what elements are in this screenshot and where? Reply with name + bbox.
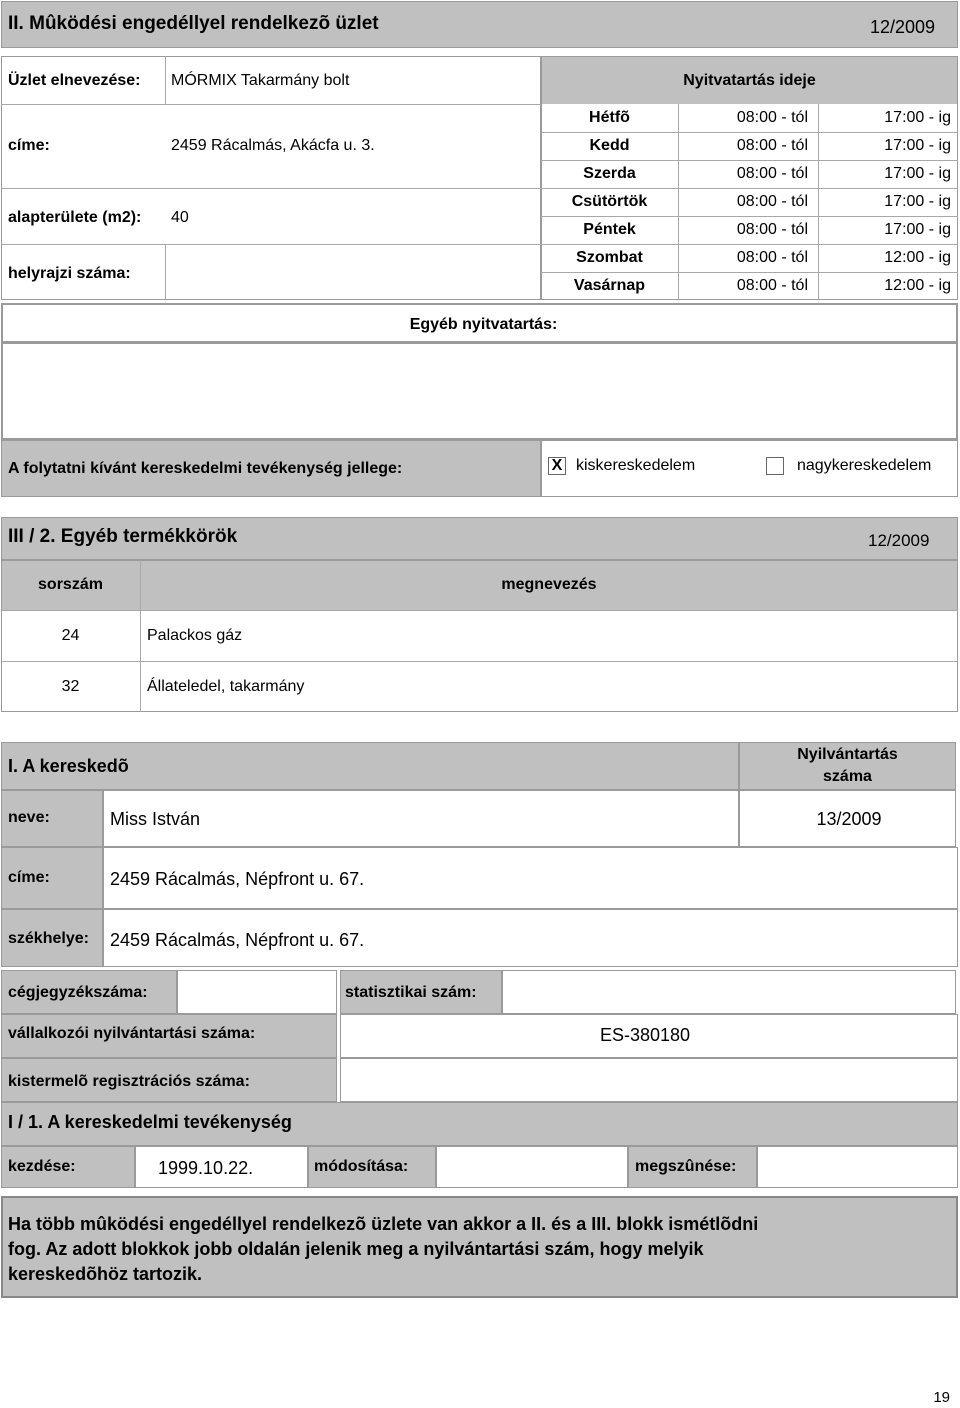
opening-hours-title: Nyitvatartás ideje: [683, 72, 816, 89]
store-area-value: 40: [171, 209, 189, 226]
trade-end-box: [757, 1146, 958, 1188]
opening-from: 08:00 - tól: [736, 221, 808, 238]
store-area-label: alapterülete (m2):: [8, 209, 142, 226]
merchant-seat-label: székhelye:: [8, 930, 89, 947]
merchant-address-value: 2459 Rácalmás, Népfront u. 67.: [110, 869, 365, 889]
store-name-value: MÓRMIX Takarmány bolt: [171, 72, 350, 89]
opening-day: Péntek: [583, 221, 636, 238]
product-row-no: 24: [61, 627, 80, 644]
trade-end-label: megszûnése:: [635, 1158, 737, 1175]
merchant-name-value: Miss István: [110, 809, 201, 829]
opening-from: 08:00 - tól: [736, 277, 808, 294]
merchant-seat-value: 2459 Rácalmás, Népfront u. 67.: [110, 930, 365, 950]
retail-label: kiskereskedelem: [576, 457, 696, 474]
merchant-section-title: I. A kereskedõ: [8, 756, 129, 776]
opening-to: 12:00 - ig: [884, 249, 951, 266]
reg-number-header-line1: Nyilvántartás: [797, 746, 898, 763]
trade-mod-box: [436, 1146, 628, 1188]
note-line-2: fog. Az adott blokkok jobb oldalán jelenik meg a nyilvántartási szám, hogy melyik: [8, 1239, 704, 1259]
products-section-number: 12/2009: [868, 531, 930, 550]
store-address-value: 2459 Rácalmás, Akácfa u. 3.: [171, 137, 375, 154]
page-number: 19: [933, 1389, 950, 1406]
products-section-title: III / 2. Egyéb termékkörök: [8, 526, 238, 547]
reg-number-header-line2: száma: [823, 768, 872, 785]
opening-from: 08:00 - tól: [736, 193, 808, 210]
other-opening-box: [1, 343, 958, 440]
trade-start-value: 1999.10.22.: [158, 1158, 254, 1178]
producer-box: [340, 1058, 958, 1102]
opening-to: 17:00 - ig: [884, 137, 951, 154]
store-address-label: címe:: [8, 137, 50, 154]
trade-mod-label: módosítása:: [314, 1158, 409, 1175]
note-line-1: Ha több mûködési engedéllyel rendelkezõ üzlete van akkor a II. és a III. blokk ismétlõdni: [8, 1214, 759, 1234]
store-name-label: Üzlet elnevezése:: [8, 72, 141, 89]
opening-to: 17:00 - ig: [884, 165, 951, 182]
retail-checkbox[interactable]: X: [548, 457, 566, 475]
opening-to: 17:00 - ig: [884, 109, 951, 126]
opening-from: 08:00 - tól: [736, 137, 808, 154]
opening-to: 17:00 - ig: [884, 193, 951, 210]
opening-day: Szombat: [576, 249, 643, 266]
merchant-address-label: címe:: [8, 869, 50, 886]
trade-section-title: I / 1. A kereskedelmi tevékenység: [8, 1112, 292, 1132]
company-reg-label: cégjegyzékszáma:: [8, 984, 148, 1001]
opening-from: 08:00 - tól: [736, 165, 808, 182]
product-row-name: Palackos gáz: [147, 627, 243, 644]
opening-day: Hétfõ: [589, 109, 630, 126]
entrepreneur-label: vállalkozói nyilvántartási száma:: [8, 1025, 256, 1042]
opening-day: Vasárnap: [573, 277, 646, 294]
trade-start-label: kezdése:: [8, 1158, 76, 1175]
opening-from: 08:00 - tól: [736, 109, 808, 126]
products-col-no: sorszám: [38, 576, 103, 593]
opening-from: 08:00 - tól: [736, 249, 808, 266]
opening-to: 12:00 - ig: [884, 277, 951, 294]
stat-box: [502, 970, 956, 1014]
store-parcel-label: helyrajzi száma:: [8, 265, 131, 282]
wholesale-checkbox[interactable]: [766, 457, 784, 475]
producer-label: kistermelõ regisztrációs száma:: [8, 1073, 250, 1090]
opening-day: Kedd: [589, 137, 630, 154]
product-row-no: 32: [61, 678, 80, 695]
entrepreneur-value: ES-380180: [599, 1025, 691, 1045]
note-line-3: kereskedõhöz tartozik.: [8, 1264, 203, 1284]
products-col-name: megnevezés: [501, 576, 597, 593]
store-section-number: 12/2009: [870, 17, 936, 37]
merchant-name-label: neve:: [8, 809, 50, 826]
company-reg-box: [177, 970, 337, 1014]
activity-label: A folytatni kívánt kereskedelmi tevékenység jellege:: [8, 460, 403, 477]
other-opening-label: Egyéb nyitvatartás:: [409, 316, 558, 333]
opening-day: Csütörtök: [571, 193, 648, 210]
reg-number-value: 13/2009: [816, 809, 882, 829]
wholesale-label: nagykereskedelem: [797, 457, 932, 474]
opening-to: 17:00 - ig: [884, 221, 951, 238]
opening-day: Szerda: [583, 165, 636, 182]
product-row-name: Állateledel, takarmány: [147, 678, 305, 695]
store-section-title: II. Mûködési engedéllyel rendelkezõ üzlet: [8, 13, 379, 34]
stat-label: statisztikai szám:: [345, 984, 477, 1001]
